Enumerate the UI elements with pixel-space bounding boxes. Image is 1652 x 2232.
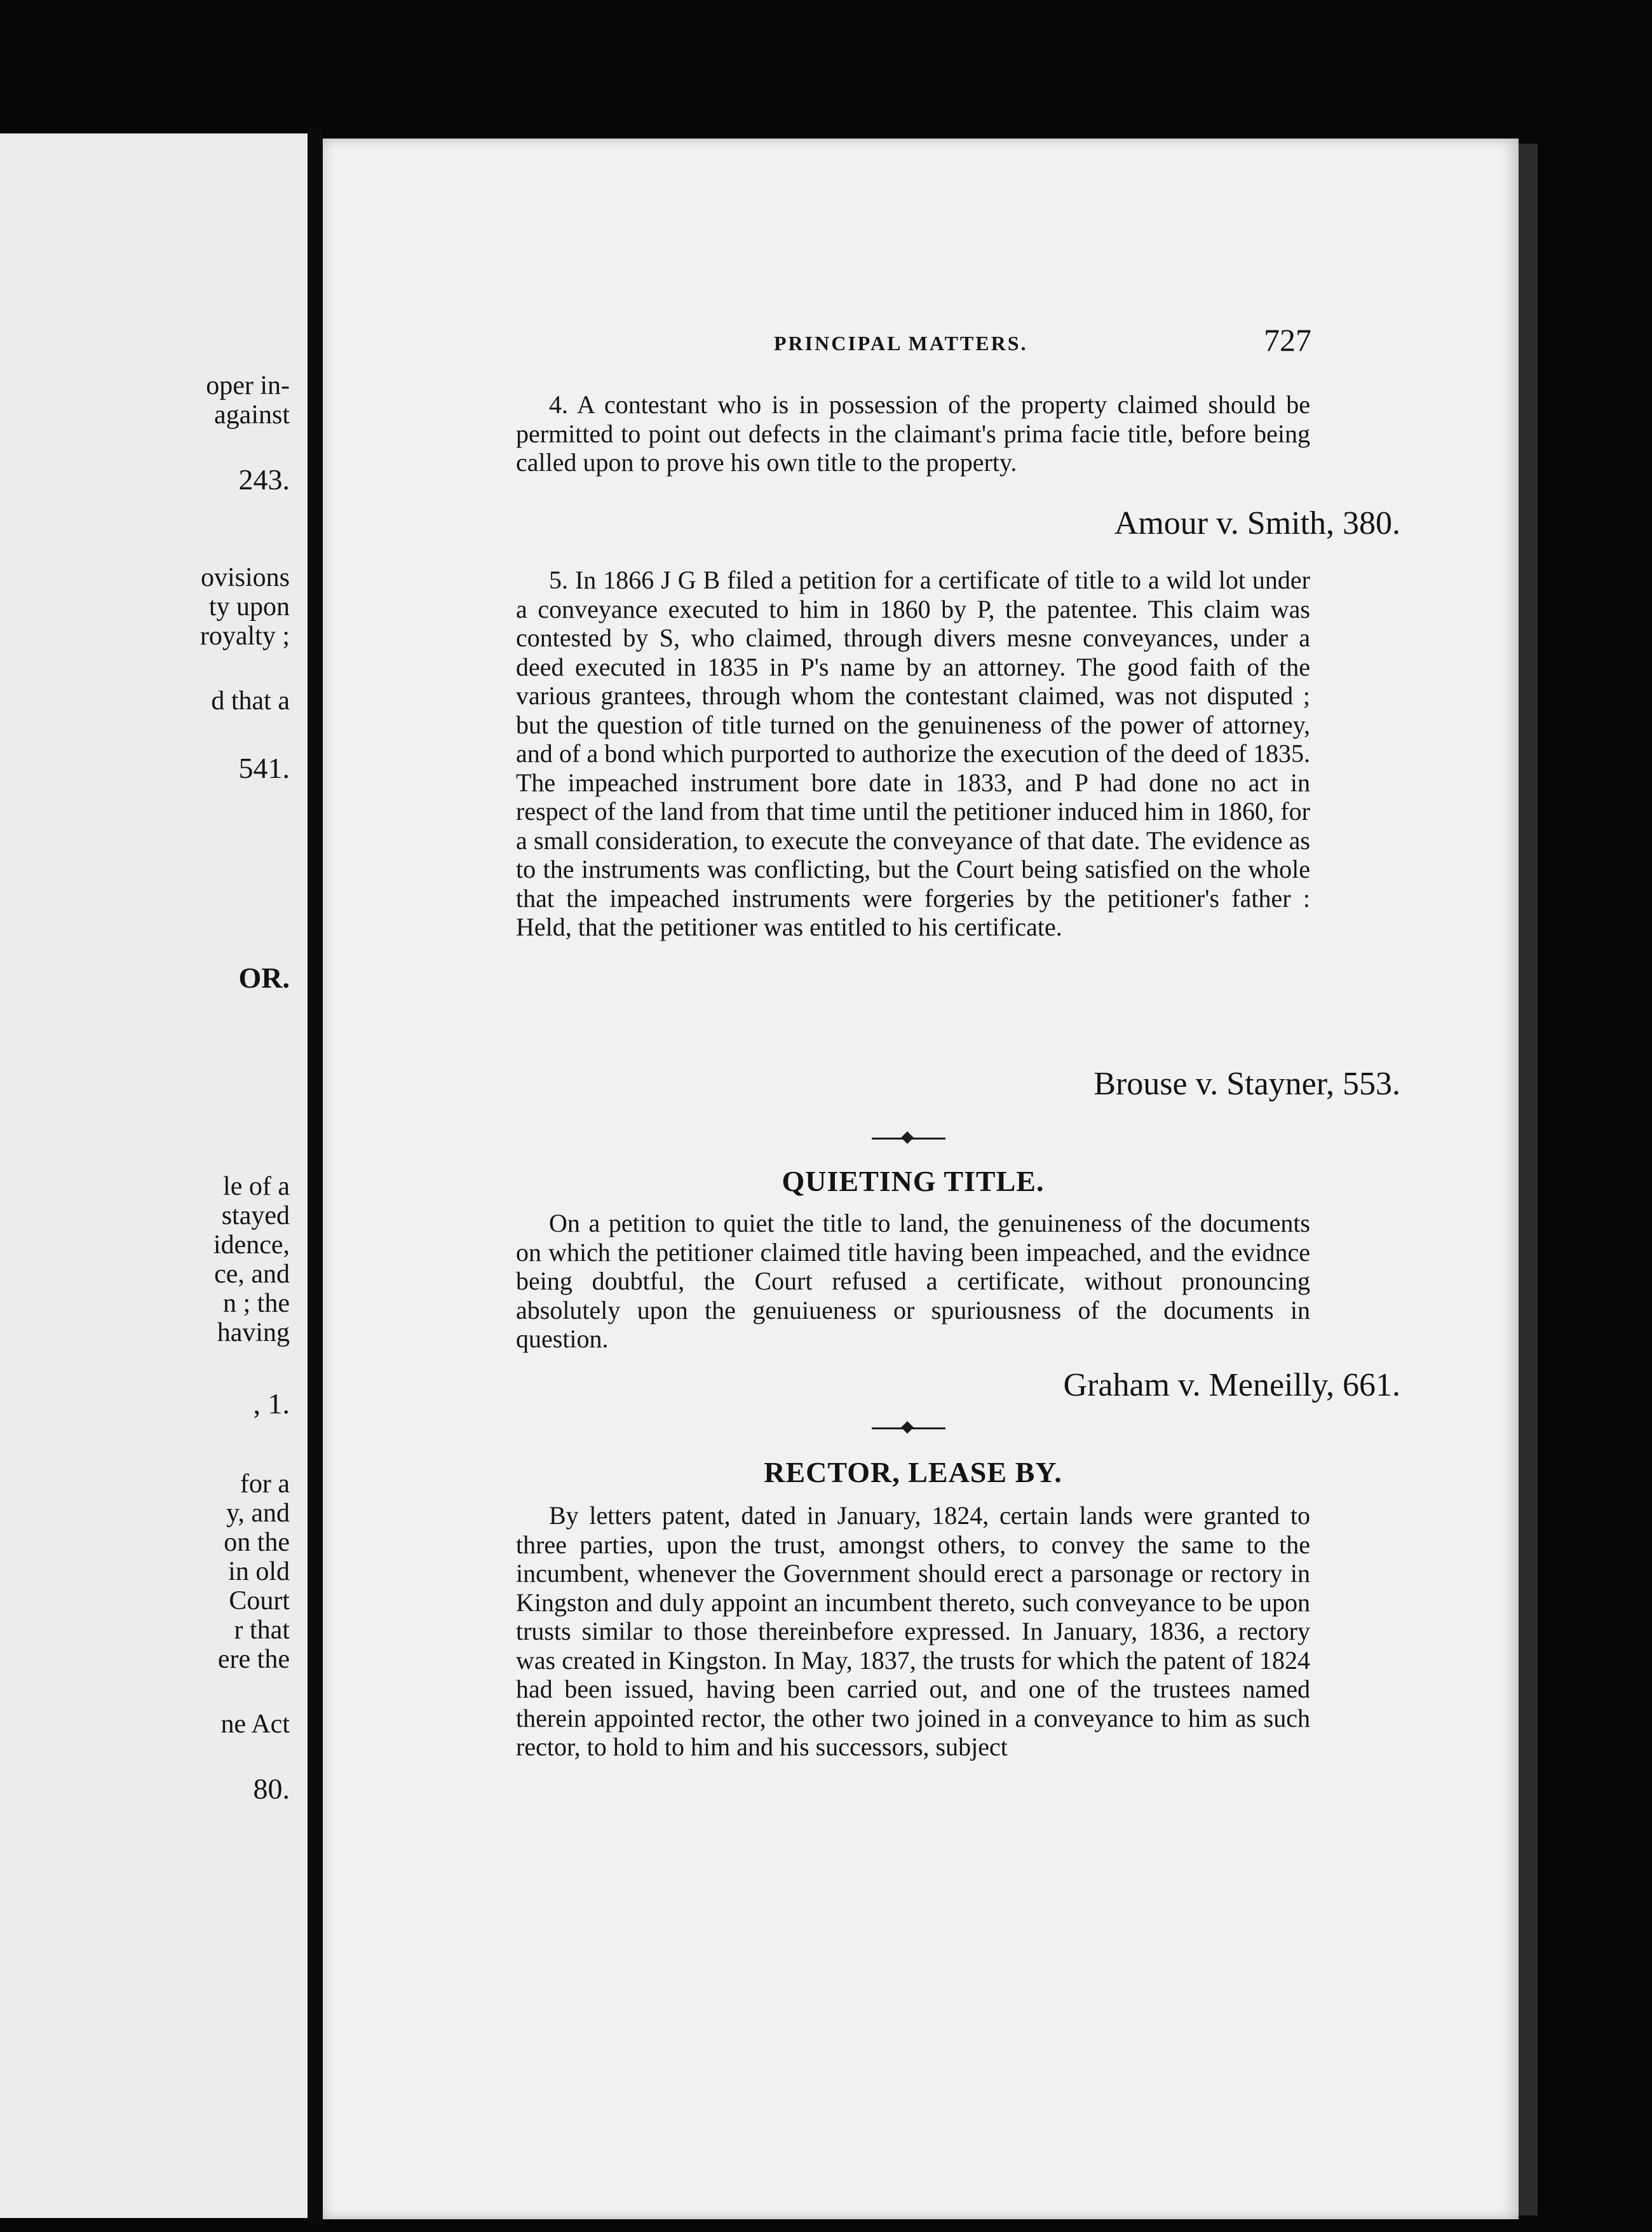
left-line: r that xyxy=(234,1616,290,1645)
book-gutter xyxy=(308,127,323,2224)
section-divider xyxy=(872,1421,945,1435)
section-title-quieting-title: QUIETING TITLE. xyxy=(782,1165,1045,1197)
page-header xyxy=(774,322,1311,360)
citation-brouse-v-stayner: Brouse v. Stayner, 553. xyxy=(1093,1066,1400,1102)
left-line: y, and xyxy=(226,1499,290,1528)
left-line: against xyxy=(214,400,290,430)
left-line: in old xyxy=(228,1557,290,1586)
left-line: 541. xyxy=(238,752,290,784)
left-line: le of a xyxy=(223,1172,290,1201)
left-line: on the xyxy=(224,1528,290,1557)
left-line: for a xyxy=(240,1469,290,1499)
running-head: PRINCIPAL MATTERS. xyxy=(774,332,1028,355)
left-line: oper in- xyxy=(206,371,290,400)
left-line: royalty ; xyxy=(200,622,290,651)
item-4-paragraph: 4. A contestant who is in possession of the property claimed should be permitted to point out defects in the claimant's prima facie title, before being called upon to prove his own title to the property. xyxy=(516,390,1310,477)
page-edge xyxy=(1519,144,1538,2215)
rector-lease-paragraph: By letters patent, dated in January, 1824, certain lands were granted to three parties, upon the trust, amongst others, to convey the same to the incumbent, whenever the Government should erect a parsonage or rectory in Kingston and duly appoint an incumbent thereto, such conveyance to be upon trusts similar to those thereinbefore expressed. In January, 1836, a rectory was created in Kingston. In May, 1837, the trusts for which the patent of 1824 had been issued, having been carried out, and one of the trustees named therein appointed rector, the other two joined in a conveyance to him as such rector, to hold to him and his successors, subject xyxy=(516,1501,1310,1761)
left-line: idence, xyxy=(213,1230,290,1260)
section-divider xyxy=(872,1131,945,1145)
left-line: ovisions xyxy=(200,563,290,592)
left-line: ce, and xyxy=(214,1260,290,1289)
left-line: , 1. xyxy=(253,1387,290,1420)
left-line: stayed xyxy=(221,1201,290,1230)
left-line: ne Act xyxy=(220,1710,290,1739)
left-line: ty upon xyxy=(208,592,290,622)
left-line: Court xyxy=(229,1586,290,1616)
item-5-paragraph: 5. In 1866 J G B filed a petition for a certificate of title to a wild lot under a conveyance executed to him in 1860 by P, the patentee. This claim was contested by S, who claimed, through divers mesne conveyances, under a deed executed in 1835 in P's name by an attorney. The good faith of the various grantees, through whom the contestant claimed, was not disputed ; but the question of title turned on the genuineness of the power of attorney, and of a bond which purported to authorize the execution of the deed of 1835. The impeached instrument bore date in 1833, and P had done no act in respect of the land from that time until the petitioner induced him in 1860, for a small consideration, to execute the conveyance of that date. The evidence as to the instruments was conflicting, but the Court being satisfied on the whole that the impeached instruments were forgeries by the petitioner's father : Held, that the petitioner was entitled to his certificate. xyxy=(516,566,1310,941)
left-line: having xyxy=(217,1318,290,1347)
left-line: OR. xyxy=(238,962,290,994)
left-page-fragment xyxy=(0,133,308,2218)
left-line: n ; the xyxy=(223,1289,290,1318)
section-title-rector-lease-by: RECTOR, LEASE BY. xyxy=(764,1456,1062,1488)
citation-graham-v-meneilly: Graham v. Meneilly, 661. xyxy=(1063,1367,1400,1403)
left-line: 80. xyxy=(253,1773,290,1805)
quieting-title-paragraph: On a petition to quiet the title to land, the genuineness of the documents on which the petitioner claimed title having been impeached, and the evidnce being doubtful, the Court refused a certificate, without pronouncing absolutely upon the genuiueness or spuriousness of the documents in question. xyxy=(516,1209,1310,1353)
left-line: ere the xyxy=(217,1645,290,1674)
page-number: 727 xyxy=(1264,322,1311,358)
left-line: d that a xyxy=(211,686,290,716)
citation-amour-v-smith: Amour v. Smith, 380. xyxy=(1114,505,1400,541)
left-line: 243. xyxy=(238,463,290,496)
